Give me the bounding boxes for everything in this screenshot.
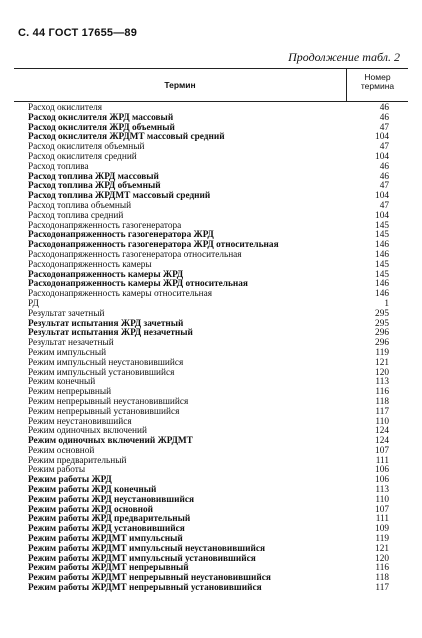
term-text: Расход окислителя средний xyxy=(28,151,137,162)
term-text: Расход топлива объемный xyxy=(28,200,132,211)
table-row xyxy=(0,475,422,485)
term-text: Режим работы ЖРД конечный xyxy=(28,485,157,496)
term-number: 107 xyxy=(375,504,389,515)
term-text: РД xyxy=(28,298,39,309)
table-row xyxy=(0,377,422,387)
term-number: 145 xyxy=(375,269,389,280)
term-number: 111 xyxy=(375,455,389,466)
column-header-number-line2: термина xyxy=(360,81,395,91)
table-body xyxy=(0,103,422,593)
term-number: 47 xyxy=(379,181,389,192)
table-row xyxy=(0,544,422,554)
table-row xyxy=(0,289,422,299)
term-number: 104 xyxy=(375,151,389,162)
term-number: 46 xyxy=(379,103,389,113)
column-header-number-line1: Номер xyxy=(364,72,391,82)
term-number: 47 xyxy=(379,200,389,211)
term-number: 106 xyxy=(375,465,389,476)
table-row xyxy=(0,417,422,427)
term-number: 119 xyxy=(375,347,389,358)
term-text: Режим одиночных включений xyxy=(28,426,147,437)
term-number: 47 xyxy=(379,122,389,133)
term-number: 124 xyxy=(375,436,389,447)
term-text: Режим импульсный неустановившийся xyxy=(28,357,184,368)
table-row xyxy=(0,162,422,172)
table-row xyxy=(0,485,422,495)
term-text: Режим работы ЖРДМТ импульсный xyxy=(28,534,183,545)
table-row xyxy=(0,309,422,319)
term-text: Режим непрерывный неустановившийся xyxy=(28,396,189,407)
term-text: Режим конечный xyxy=(28,377,96,388)
term-number: 121 xyxy=(375,357,389,368)
term-number: 146 xyxy=(375,240,389,251)
term-number: 145 xyxy=(375,220,389,231)
table-row xyxy=(0,181,422,191)
table-row xyxy=(0,201,422,211)
term-text: Режим импульсный установившийся xyxy=(28,367,175,378)
table-row xyxy=(0,221,422,231)
term-number: 295 xyxy=(375,308,389,319)
term-text: Режим работы ЖРДМТ импульсный установившийся xyxy=(28,553,256,564)
table-row xyxy=(0,397,422,407)
term-text: Расход топлива ЖРД объемный xyxy=(28,181,161,192)
term-number: 296 xyxy=(375,338,389,349)
table-row xyxy=(0,260,422,270)
term-number: 121 xyxy=(375,543,389,554)
term-text: Режим работы ЖРД основной xyxy=(28,504,153,515)
page-header-code: С. 44 ГОСТ 17655—89 xyxy=(18,27,138,39)
term-number: 116 xyxy=(375,387,389,398)
term-number: 104 xyxy=(375,132,389,143)
term-text: Результат зачетный xyxy=(28,308,105,319)
term-text: Расход окислителя ЖРД массовый xyxy=(28,112,174,123)
table-header-rule xyxy=(14,101,408,102)
table-row xyxy=(0,113,422,123)
term-number: 106 xyxy=(375,475,389,486)
table-top-rule xyxy=(14,68,408,69)
table-row xyxy=(0,270,422,280)
term-number: 1 xyxy=(384,298,389,309)
term-text: Расход топлива средний xyxy=(28,210,124,221)
term-number: 119 xyxy=(375,534,389,545)
column-header-term: Термин xyxy=(164,80,196,90)
table-row xyxy=(0,211,422,221)
term-text: Режим одиночных включений ЖРДМТ xyxy=(28,436,193,447)
table-row xyxy=(0,319,422,329)
term-text: Расход окислителя xyxy=(28,103,103,113)
term-number: 104 xyxy=(375,210,389,221)
table-row xyxy=(0,132,422,142)
table-row xyxy=(0,338,422,348)
term-number: 110 xyxy=(375,494,389,505)
term-text: Расходонапряженность газогенератора относительная xyxy=(28,249,242,260)
term-number: 46 xyxy=(379,161,389,172)
term-number: 146 xyxy=(375,279,389,290)
term-text: Режим работы xyxy=(28,465,86,476)
table-row xyxy=(0,407,422,417)
table-row xyxy=(0,583,422,593)
term-number: 124 xyxy=(375,426,389,437)
term-text: Расход топлива ЖРД массовый xyxy=(28,171,159,182)
table-continuation-label: Продолжение табл. 2 xyxy=(288,50,400,64)
term-text: Расход окислителя ЖРД объемный xyxy=(28,122,175,133)
table-row xyxy=(0,279,422,289)
term-number: 117 xyxy=(375,406,389,417)
term-text: Результат незачетный xyxy=(28,338,114,349)
table-row xyxy=(0,348,422,358)
term-number: 109 xyxy=(375,524,389,535)
table-row xyxy=(0,563,422,573)
term-number: 110 xyxy=(375,416,389,427)
term-number: 296 xyxy=(375,328,389,339)
term-number: 145 xyxy=(375,230,389,241)
term-text: Режим работы ЖРДМТ непрерывный неустановившийся xyxy=(28,573,271,584)
table-row xyxy=(0,123,422,133)
term-text: Расходонапряженность газогенератора xyxy=(28,220,182,231)
table-row xyxy=(0,426,422,436)
table-row xyxy=(0,328,422,338)
term-number: 120 xyxy=(375,553,389,564)
term-number: 146 xyxy=(375,249,389,260)
table-row xyxy=(0,514,422,524)
table-row xyxy=(0,456,422,466)
term-text: Режим непрерывный установившийся xyxy=(28,406,180,417)
term-number: 145 xyxy=(375,259,389,270)
table-row xyxy=(0,465,422,475)
term-text: Расход окислителя ЖРДМТ массовый средний xyxy=(28,132,225,143)
table-row xyxy=(0,230,422,240)
table-row xyxy=(0,573,422,583)
table-row xyxy=(0,446,422,456)
table-row xyxy=(0,152,422,162)
term-text: Режим работы ЖРДМТ непрерывный xyxy=(28,563,189,574)
term-text: Режим работы ЖРДМТ импульсный неустановившийся xyxy=(28,543,266,554)
term-text: Режим предварительный xyxy=(28,455,127,466)
table-row xyxy=(0,495,422,505)
term-text: Расходонапряженность газогенератора ЖРД xyxy=(28,230,214,241)
term-text: Режим импульсный xyxy=(28,347,107,358)
term-text: Режим работы ЖРД неустановившийся xyxy=(28,494,195,505)
term-number: 116 xyxy=(375,563,389,574)
term-text: Расходонапряженность камеры ЖРД относительная xyxy=(28,279,248,290)
term-text: Расход топлива xyxy=(28,161,89,172)
term-number: 111 xyxy=(375,514,389,525)
table-row xyxy=(0,524,422,534)
table-row xyxy=(0,299,422,309)
table-row xyxy=(0,240,422,250)
term-number: 113 xyxy=(375,377,389,388)
term-number: 104 xyxy=(375,191,389,202)
term-text: Результат испытания ЖРД незачетный xyxy=(28,328,193,339)
table-row xyxy=(0,103,422,113)
table-row xyxy=(0,358,422,368)
term-text: Расход окислителя объемный xyxy=(28,142,145,153)
term-number: 107 xyxy=(375,445,389,456)
term-number: 46 xyxy=(379,171,389,182)
term-number: 113 xyxy=(375,485,389,496)
table-row xyxy=(0,387,422,397)
term-text: Режим работы ЖРД xyxy=(28,475,112,486)
term-text: Режим работы ЖРД установившийся xyxy=(28,524,185,535)
term-number: 118 xyxy=(375,573,389,584)
term-number: 46 xyxy=(379,112,389,123)
term-text: Режим непрерывный xyxy=(28,387,112,398)
term-number: 118 xyxy=(375,396,389,407)
term-text: Расходонапряженность камеры xyxy=(28,259,152,270)
table-row xyxy=(0,368,422,378)
term-number: 295 xyxy=(375,318,389,329)
table-row xyxy=(0,250,422,260)
term-text: Расходонапряженность газогенератора ЖРД относительная xyxy=(28,240,279,251)
table-row xyxy=(0,172,422,182)
table-row xyxy=(0,191,422,201)
term-text: Расходонапряженность камеры относительная xyxy=(28,289,212,300)
term-text: Расходонапряженность камеры ЖРД xyxy=(28,269,184,280)
term-number: 47 xyxy=(379,142,389,153)
term-number: 117 xyxy=(375,583,389,594)
table-row xyxy=(0,534,422,544)
table-row xyxy=(0,142,422,152)
term-text: Расход топлива ЖРДМТ массовый средний xyxy=(28,191,211,202)
term-text: Режим работы ЖРД предварительный xyxy=(28,514,191,525)
table-row xyxy=(0,436,422,446)
column-header-number xyxy=(347,73,408,91)
table-row xyxy=(0,505,422,515)
term-text: Режим неустановившийся xyxy=(28,416,132,427)
term-number: 120 xyxy=(375,367,389,378)
term-number: 146 xyxy=(375,289,389,300)
table-row xyxy=(0,554,422,564)
term-text: Режим основной xyxy=(28,445,95,456)
term-text: Результат испытания ЖРД зачетный xyxy=(28,318,184,329)
term-text: Режим работы ЖРДМТ непрерывный установившийся xyxy=(28,583,262,594)
